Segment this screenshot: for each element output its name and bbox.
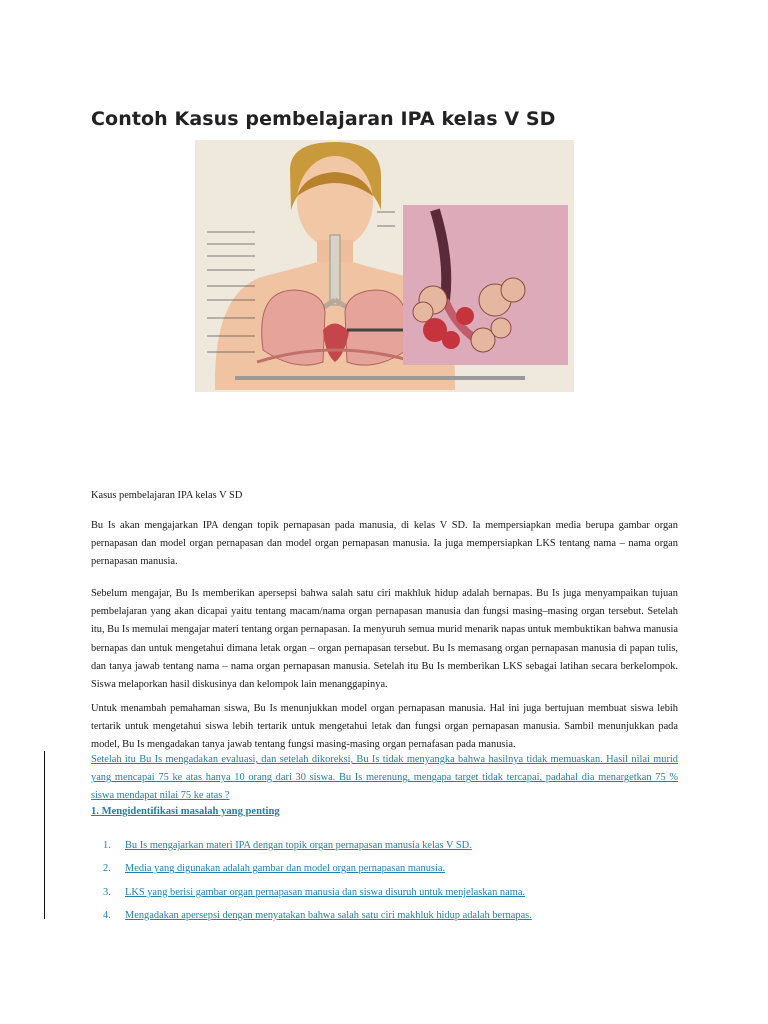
list-item-text: Bu Is mengajarkan materi IPA dengan topik organ pernapasan manusia kelas V SD.: [125, 840, 472, 851]
document-title: Contoh Kasus pembelajaran IPA kelas V SD: [91, 108, 556, 130]
respiratory-system-illustration: [195, 140, 574, 392]
lungs-icon: [195, 140, 574, 392]
list-item-number: 4.: [103, 909, 111, 921]
paragraph-3: Untuk menambah pemahaman siswa, Bu Is menunjukkan model organ pernapasan manusia. Hal ini juga bertujuan membuat siswa lebih tertarik untuk mengetahui siswa lebih tertarik untuk mengetahui letak dan fungsi organ pernapasan manusia. Sambil menunjukkan pada model, Bu Is mengadakan tanya jawab tentang fungsi masing-masing organ pernafasan pada manusia.: [91, 703, 678, 751]
paragraph-1: Bu Is akan mengajarkan IPA dengan topik pernapasan pada manusia, di kelas V SD. Ia mempersiapkan media berupa gambar organ pernapasan dan model organ pernapasan dan model organ pernapasan manusia. Ia juga mempersiapkan LKS tentang nama – nama organ pernapasan manusia.: [91, 520, 678, 568]
list-item[interactable]: [103, 887, 532, 910]
list-item-number: 3.: [103, 886, 111, 898]
list-item[interactable]: [103, 910, 532, 933]
list-item-number: 1.: [103, 840, 111, 851]
margin-change-bar: [44, 751, 45, 919]
section-heading[interactable]: 1. Mengidentifikasi masalah yang penting: [91, 806, 280, 817]
evaluation-link-paragraph[interactable]: Setelah itu Bu Is mengadakan evaluasi, dan setelah dikoreksi, Bu Is tidak menyangka bahwa hasilnya tidak memuaskan. Hasil nilai murid yang mencapai 75 ke atas hanya 10 orang dari 30 siswa. Bu Is merenung, mengapa target tidak tercapai, padahal dia menargetkan 75 % siswa mendapat nilai 75 ke atas ?: [91, 754, 678, 802]
list-item-text: Media yang digunakan adalah gambar dan model organ pernapasan manusia.: [125, 863, 446, 875]
list-item[interactable]: [103, 840, 532, 863]
subtitle: Kasus pembelajaran IPA kelas V SD: [91, 490, 243, 501]
paragraph-2: Sebelum mengajar, Bu Is memberikan apersepsi bahwa salah satu ciri makhluk hidup adalah bernapas. Bu Is juga menyampaikan tujuan pembelajaran yang akan dicapai yaitu tentang macam/nama organ pernapasan manusia dan fungsi masing–masing organ tersebut. Setelah itu, Bu Is memulai mengajar materi tentang organ pernapasan. Ia menyuruh semua murid menarik napas untuk membuktikan bahwa manusia bernapas dan untuk mengetahui dimana letak organ – organ pernapasan tersebut. Bu Is memasang organ pernapasan manusia di papan tulis, dan tanya jawab tentang nama – nama organ pernapasan manusia. Setelah itu Bu Is memberikan LKS sebagai latihan secara berkelompok. Siswa melaporkan hasil diskusinya dan kelompok lain menanggapinya.: [91, 588, 678, 691]
list-item-text: Mengadakan apersepsi dengan menyatakan bahwa salah satu ciri makhluk hidup adalah bernapas.: [125, 909, 532, 921]
problem-list: [103, 840, 532, 933]
list-item-number: 2.: [103, 863, 111, 875]
list-item[interactable]: [103, 863, 532, 886]
list-item-text: LKS yang berisi gambar organ pernapasan manusia dan siswa disuruh untuk menjelaskan nama.: [125, 886, 526, 898]
